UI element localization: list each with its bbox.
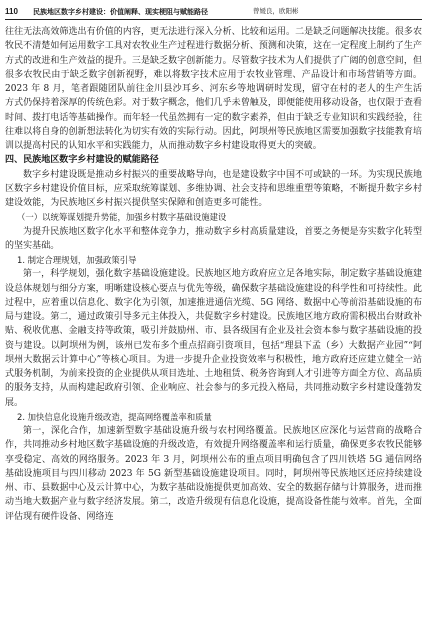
subsection-heading: （一）以统筹谋划提升势能，加强乡村数字基础设施建设 [17, 212, 227, 223]
running-title: 民族地区数字乡村建设：价值阐释、现实梗阻与赋能路径 [33, 7, 208, 16]
section-heading: 四、民族地区数字乡村建设的赋能路径 [5, 155, 159, 166]
subsubsection-heading: 1. 制定合理规划，加强政策引导 [17, 255, 137, 265]
page-number: 110 [5, 7, 18, 16]
running-header [5, 5, 422, 18]
paragraph: 往往无法高效筛选出有价值的内容，更无法进行深入分析、比较和运用。二是缺乏问题解决技能。很多农牧民不清楚如何运用数字工具对农牧业生产过程进行数据分析、预测和决策，这在一定程度上制约了生产方式的改进和生产效益的提升。三是缺乏数字创新能力。尽管数字技术为人们提供了广阔的创意空间，但很多农牧民由于缺乏数字创新视野，难以将数字技术应用于农牧业管理、产品设计和市场营销等方面。2023 年 8 月，笔者跟随团队前往金川县沙耳乡、河东乡等地调研时发现，留守在村的老人的生产生活方式仍保持着深厚的传统色彩。对于数字概念，他们几乎未曾触及，即便能使用移动设备，也仅限于查看时间、拨打电话等基础操作。而年轻一代虽然拥有一定的数字素养，但由于缺乏专业知识和实践经验，往往难以将自身的创新想法转化为切实有效的实际行动。因此，阿坝州等民族地区需要加强数字技能教育培训以提高村民的认知水平和实践能力，从而推动数字乡村建设取得更大的突破。 [5, 27, 422, 151]
running-authors: 曾媛良，欧阳彬 [253, 7, 299, 15]
paragraph: 第一，深化合作，加速新型数字基础设施升级与农村网络覆盖。民族地区应深化与运营商的战略合作，共同推动乡村地区数字基础设施的升级改造，有效提升网络覆盖率和运行质量，确保更多农牧民能够享受稳定、高效的网络服务。2023 年 3 月，阿坝州公布的重点项目明确包含了四川铁塔 5G 通信网络基础设施项目与四川移动 2023 年 5G 新型基础设施建设项目。同时，阿坝州等民族地区还应持续建设州、市、县数据中心及云计算中心，为数字基础设施提供更加高效、安全的数据存储与计算服务，进而推动当地大数据产业与数字经济发展。第二，改造升级现有信息化设施，提高设备性能与效率。首先，全面评估现有硬件设备、网络连 [5, 426, 422, 522]
header-rule [5, 19, 422, 20]
paragraph: 为提升民族地区数字化水平和整体竞争力，推动数字乡村高质量建设，首要之务便是夯实数字化转型的坚实基础。 [5, 226, 422, 251]
journal-page [5, 5, 422, 522]
subsubsection-heading: 2. 加快信息化设施升级改造，提高网络覆盖率和质量 [17, 411, 212, 422]
article-body [5, 25, 422, 524]
paragraph: 第一，科学规划，强化数字基础设施建设。民族地区地方政府应立足各地实际，制定数字基础设施建设总体规划与细分方案，明晰建设核心要点与优先等级，确保数字基础设施建设的科学性和可持续性。此过程中，应着重以信息化、数字化为引领，加速推进通信光缆、5G 网络、数据中心等前沿基础设施的布局与建设。第二，通过政策引导多元主体投入，共促数字乡村建设。民族地区地方政府需积极出台财政补贴、税收优惠、金融支持等政策，吸引并鼓励州、市、县各级国有企业及社会资本参与数字基础设施的投资与建设。以阿坝州为例，该州已发布多个重点招商引资项目，包括“理县下孟（乡）大数据产业园”“阿坝州大数据云计算中心”等核心项目。为进一步提升企业投资效率与积极性，地方政府还应建立健全一站式服务机制，为前来投资的企业提供从项目选址、土地租赁、税务咨询到人才引进等方面全方位、高品质的服务支持，从而构建起政府引领、企业响应、社会参与的多元投入格局，共同推动数字乡村建设蓬勃发展。 [5, 269, 422, 408]
paragraph: 数字乡村建设既是推动乡村振兴的重要战略导向，也是建设数字中国不可或缺的一环。为实现民族地区数字乡村建设价值目标，应采取统筹谋划、多维协调、社会支持和思维重塑等策略，不断提升数字乡村建设效能，为民族地区乡村振兴提供坚实保障和创造更多可能性。 [5, 169, 422, 208]
